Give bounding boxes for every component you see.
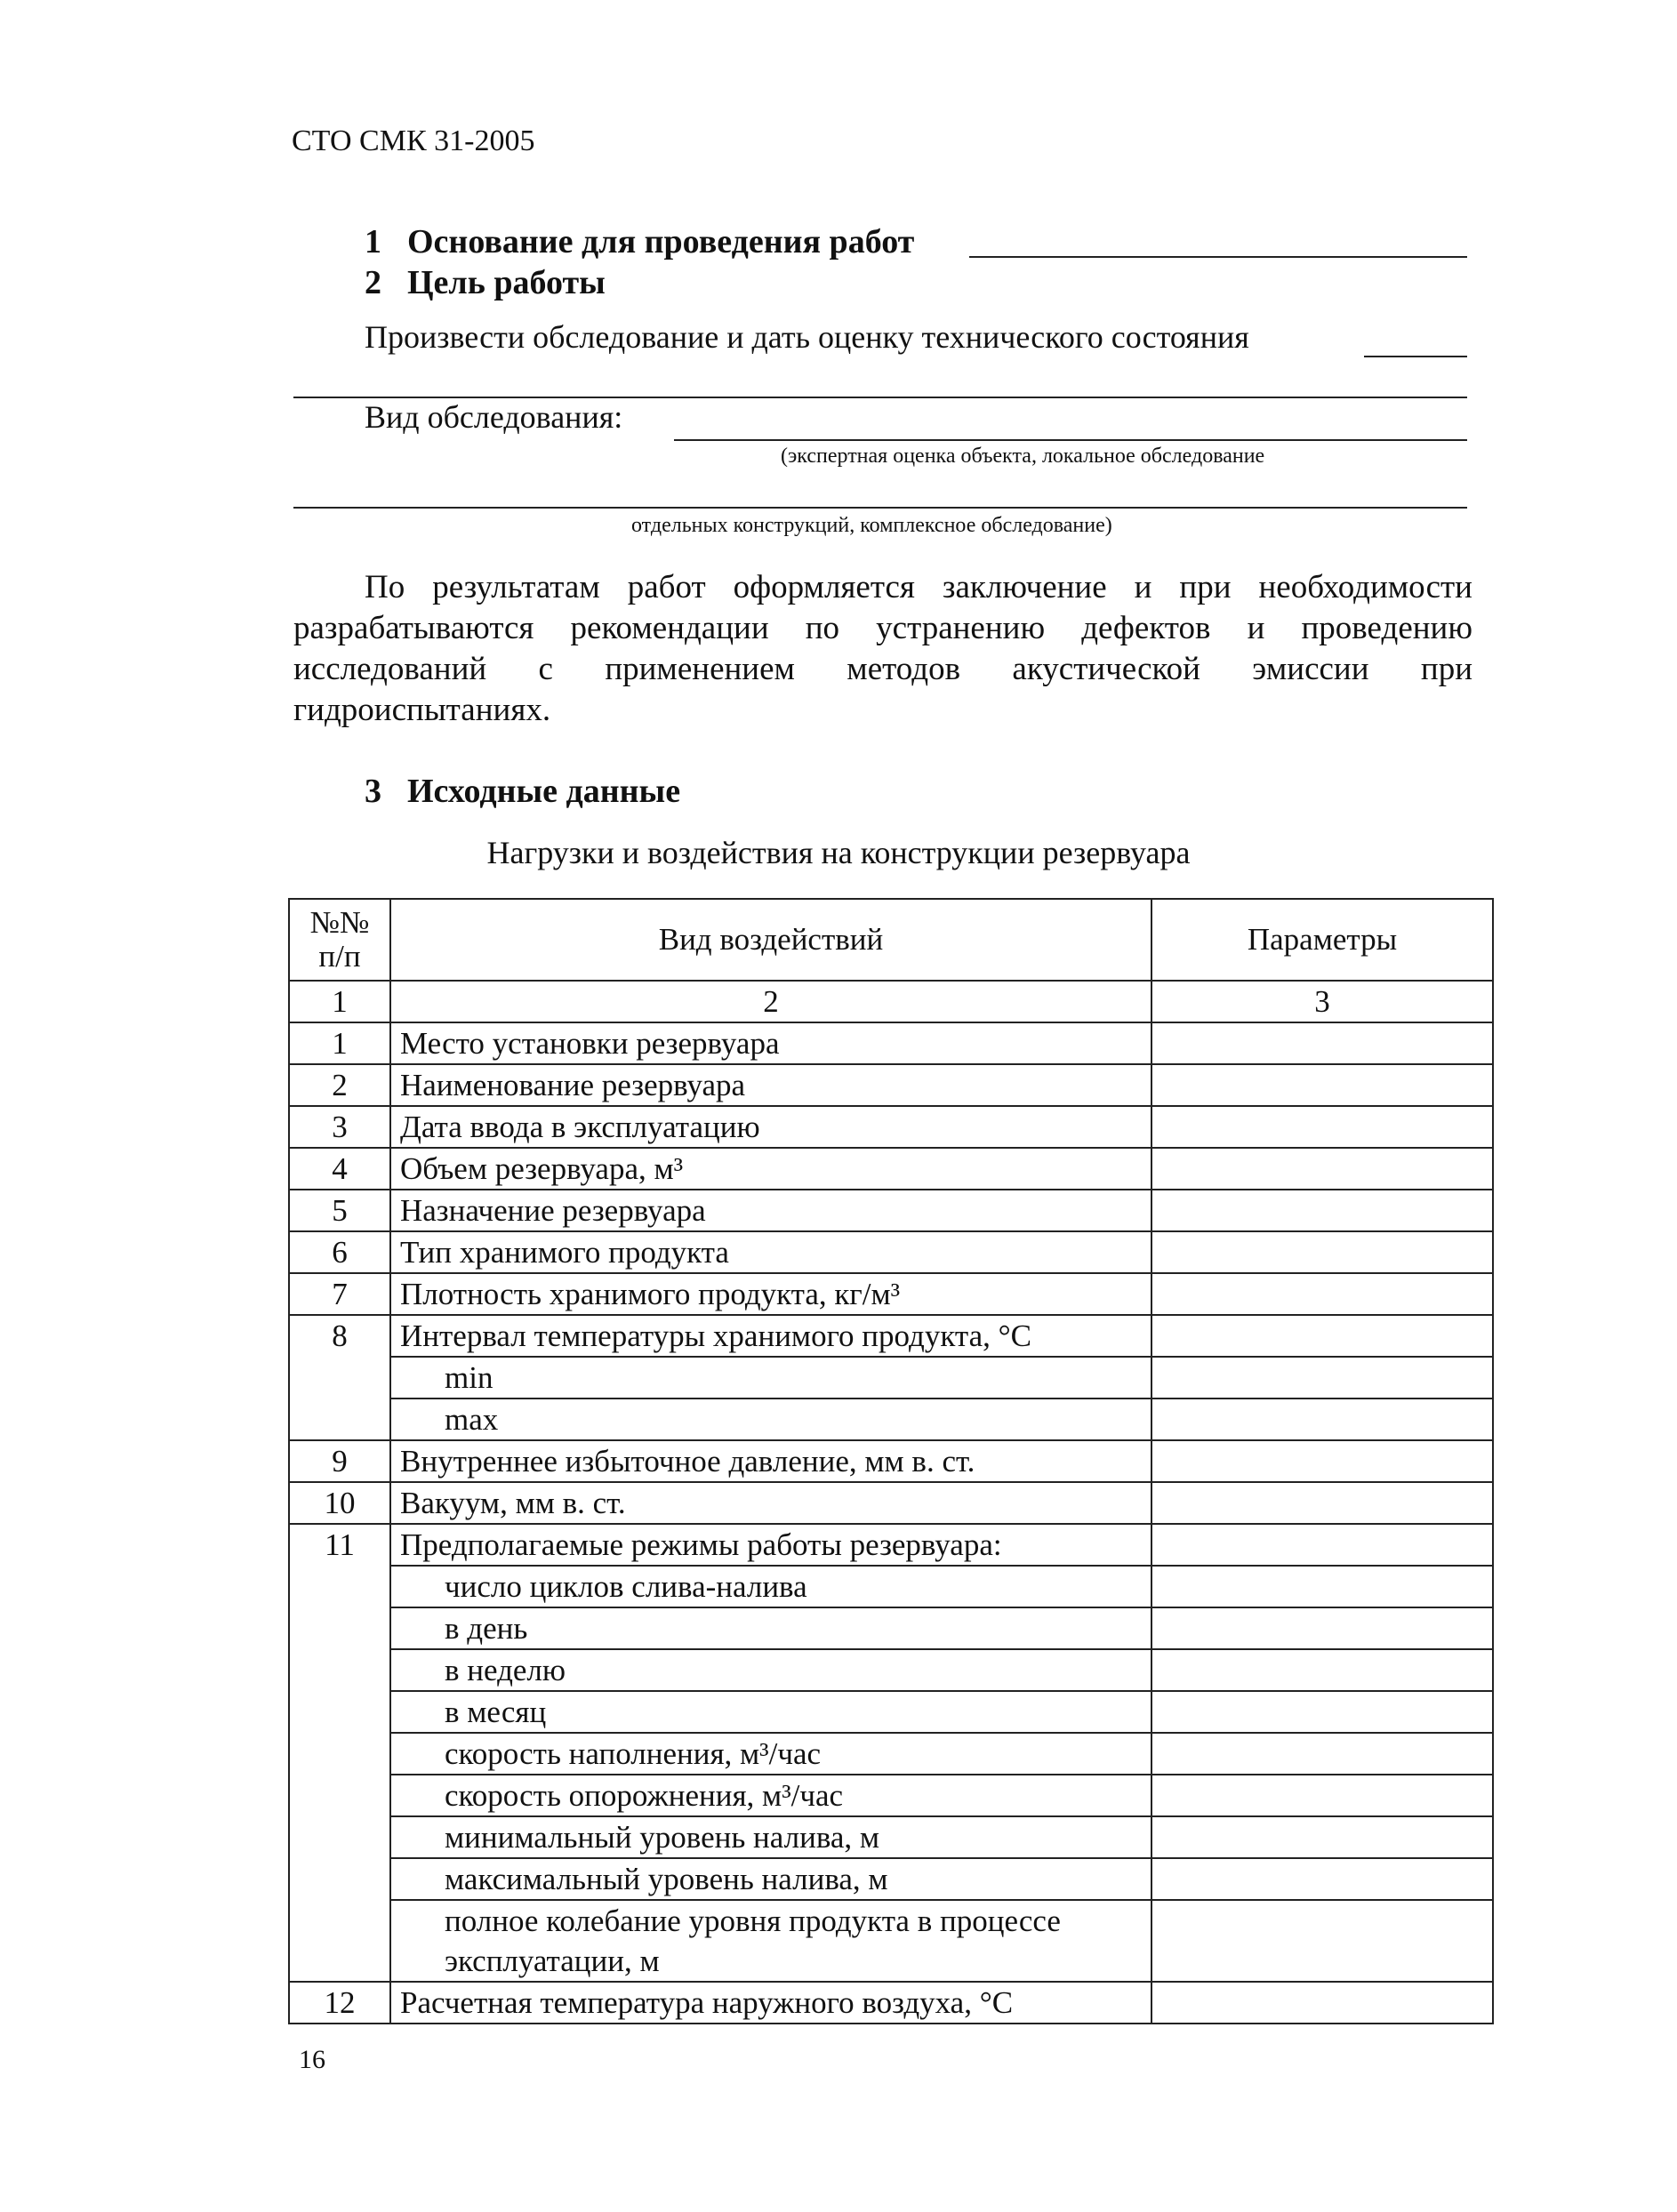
row-impact-text: Объем резервуара, м³ <box>390 1148 1151 1190</box>
row-parameter-cell[interactable] <box>1151 1733 1493 1775</box>
row-impact-text: в неделю <box>390 1649 1151 1691</box>
row-impact-text: максимальный уровень налива, м <box>390 1858 1151 1900</box>
column-number-row <box>289 981 1493 1022</box>
table-row <box>289 1190 1493 1231</box>
row-number: 7 <box>289 1273 390 1315</box>
row-parameter-cell[interactable] <box>1151 1524 1493 1566</box>
table-row <box>289 1566 1493 1607</box>
table-row <box>289 1357 1493 1399</box>
table-row <box>289 1900 1493 1982</box>
results-paragraph <box>293 567 1472 731</box>
header-num: №№ п/п <box>289 899 390 981</box>
row-parameter-cell[interactable] <box>1151 1858 1493 1900</box>
row-parameter-cell[interactable] <box>1151 1273 1493 1315</box>
row-impact-text: Назначение резервуара <box>390 1190 1151 1231</box>
row-impact-text: Внутреннее избыточное давление, мм в. ст. <box>390 1440 1151 1482</box>
table-row <box>289 1816 1493 1858</box>
table-row <box>289 1231 1493 1273</box>
row-parameter-cell[interactable] <box>1151 1231 1493 1273</box>
row-impact-text: полное колебание уровня продукта в процессе эксплуатации, м <box>390 1900 1151 1982</box>
row-impact-text: Дата ввода в эксплуатацию <box>390 1106 1151 1148</box>
row-impact-text: скорость наполнения, м³/час <box>390 1733 1151 1775</box>
header-params: Параметры <box>1151 899 1493 981</box>
table-row <box>289 1315 1493 1357</box>
table-row <box>289 1982 1493 2024</box>
row-number: 3 <box>289 1106 390 1148</box>
section-1-heading <box>365 222 914 261</box>
row-impact-text: Наименование резервуара <box>390 1064 1151 1106</box>
row-impact-text: минимальный уровень налива, м <box>390 1816 1151 1858</box>
row-number: 12 <box>289 1982 390 2024</box>
goal-fill-line-end[interactable] <box>1364 356 1467 357</box>
row-parameter-cell[interactable] <box>1151 1607 1493 1649</box>
results-paragraph-text: По результатам работ оформляется заключение и при необходимости разрабатываются рекомендации по устранению дефектов и проведению исследований с применением методов акустической эмиссии при гидроиспытаниях. <box>293 569 1472 728</box>
row-number: 6 <box>289 1231 390 1273</box>
section-2-title: Цель работы <box>407 264 606 301</box>
table-row <box>289 1399 1493 1440</box>
document-code-header: СТО СМК 31-2005 <box>292 124 535 157</box>
row-impact-text: min <box>390 1357 1151 1399</box>
row-parameter-cell[interactable] <box>1151 1816 1493 1858</box>
basis-fill-line[interactable] <box>969 256 1467 258</box>
inspection-type-note-1: (экспертная оценка объекта, локальное обследование <box>781 445 1265 468</box>
row-impact-text: в месяц <box>390 1691 1151 1733</box>
section-1-number: 1 <box>365 223 381 260</box>
table-row <box>289 1524 1493 1566</box>
row-impact-text: max <box>390 1399 1151 1440</box>
inspection-type-label: Вид обследования: <box>365 399 623 435</box>
row-number: 9 <box>289 1440 390 1482</box>
row-number: 2 <box>289 1064 390 1106</box>
table-row <box>289 1064 1493 1106</box>
row-impact-text: скорость опорожнения, м³/час <box>390 1775 1151 1816</box>
row-number: 4 <box>289 1148 390 1190</box>
col-number-1: 1 <box>289 981 390 1022</box>
row-parameter-cell[interactable] <box>1151 1357 1493 1399</box>
row-impact-text: число циклов слива-налива <box>390 1566 1151 1607</box>
row-parameter-cell[interactable] <box>1151 1482 1493 1524</box>
row-impact-text: Место установки резервуара <box>390 1022 1151 1064</box>
row-parameter-cell[interactable] <box>1151 1064 1493 1106</box>
col-number-2: 2 <box>390 981 1151 1022</box>
table-row <box>289 1649 1493 1691</box>
row-impact-text: в день <box>390 1607 1151 1649</box>
inspection-type-note-2: отдельных конструкций, комплексное обследование) <box>631 514 1112 537</box>
row-impact-text: Плотность хранимого продукта, кг/м³ <box>390 1273 1151 1315</box>
row-parameter-cell[interactable] <box>1151 1691 1493 1733</box>
row-parameter-cell[interactable] <box>1151 1649 1493 1691</box>
row-parameter-cell[interactable] <box>1151 1399 1493 1440</box>
goal-text: Произвести обследование и дать оценку технического состояния <box>365 319 1249 355</box>
row-impact-text: Вакуум, мм в. ст. <box>390 1482 1151 1524</box>
table-row <box>289 1607 1493 1649</box>
table-row <box>289 1775 1493 1816</box>
row-impact-text: Расчетная температура наружного воздуха, °С <box>390 1982 1151 2024</box>
section-3-title: Исходные данные <box>407 773 681 810</box>
inspection-type-fill-line[interactable] <box>674 439 1467 441</box>
table-row <box>289 1858 1493 1900</box>
table-row <box>289 1148 1493 1190</box>
inspection-type-fill-line-2[interactable] <box>293 507 1467 509</box>
row-parameter-cell[interactable] <box>1151 1190 1493 1231</box>
row-parameter-cell[interactable] <box>1151 1982 1493 2024</box>
section-2-number: 2 <box>365 264 381 301</box>
table-caption: Нагрузки и воздействия на конструкции резервуара <box>486 835 1191 870</box>
row-parameter-cell[interactable] <box>1151 1106 1493 1148</box>
table-row <box>289 1733 1493 1775</box>
row-parameter-cell[interactable] <box>1151 1775 1493 1816</box>
row-parameter-cell[interactable] <box>1151 1148 1493 1190</box>
row-number: 8 <box>289 1315 390 1440</box>
loads-table <box>288 898 1494 2024</box>
table-row <box>289 1273 1493 1315</box>
row-parameter-cell[interactable] <box>1151 1022 1493 1064</box>
row-parameter-cell[interactable] <box>1151 1440 1493 1482</box>
col-number-3: 3 <box>1151 981 1493 1022</box>
table-row <box>289 1482 1493 1524</box>
page-number: 16 <box>299 2045 325 2074</box>
table-row <box>289 1106 1493 1148</box>
header-type: Вид воздействий <box>390 899 1151 981</box>
table-row <box>289 1440 1493 1482</box>
row-parameter-cell[interactable] <box>1151 1566 1493 1607</box>
row-impact-text: Тип хранимого продукта <box>390 1231 1151 1273</box>
section-2-heading <box>365 263 606 302</box>
table-header-row <box>289 899 1493 981</box>
section-3-number: 3 <box>365 773 381 810</box>
table-row <box>289 1691 1493 1733</box>
table-row <box>289 1022 1493 1064</box>
row-number: 1 <box>289 1022 390 1064</box>
row-number: 5 <box>289 1190 390 1231</box>
section-3-heading <box>365 772 680 811</box>
row-parameter-cell[interactable] <box>1151 1900 1493 1982</box>
row-number: 11 <box>289 1524 390 1982</box>
row-impact-text: Интервал температуры хранимого продукта, °С <box>390 1315 1151 1357</box>
section-1-title: Основание для проведения работ <box>407 223 915 260</box>
row-number: 10 <box>289 1482 390 1524</box>
row-impact-text: Предполагаемые режимы работы резервуара: <box>390 1524 1151 1566</box>
row-parameter-cell[interactable] <box>1151 1315 1493 1357</box>
